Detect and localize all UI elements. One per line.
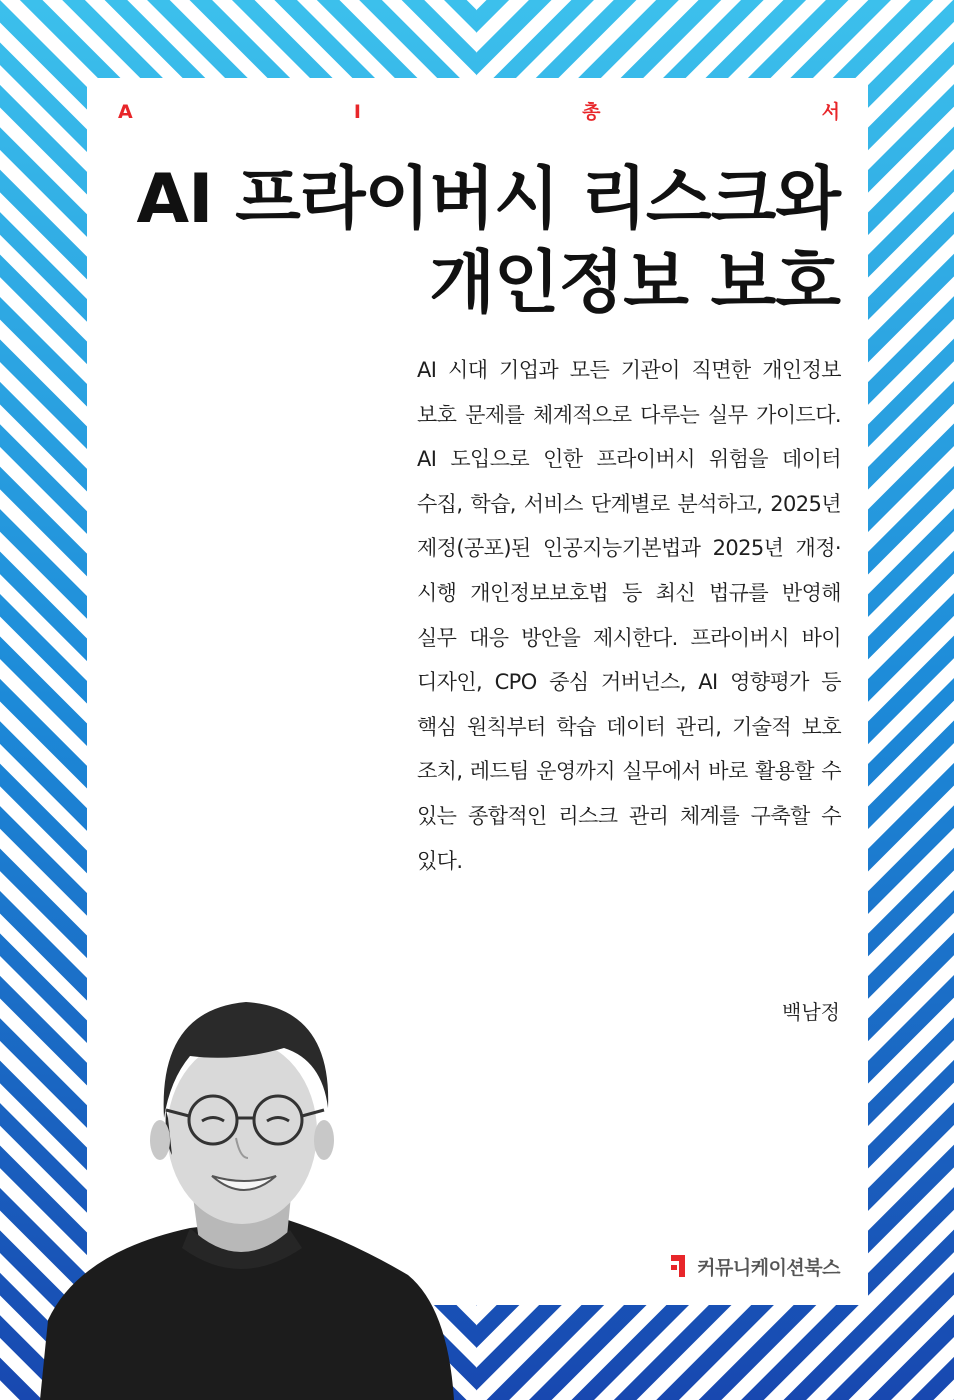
author-name: 백남정 [782, 1000, 840, 1024]
book-title [80, 158, 840, 326]
book-title-line-1: AI 프라이버시 리스크와 [136, 160, 840, 239]
series-char-3: 총 [582, 101, 601, 123]
author-portrait [40, 990, 460, 1400]
publisher-logo [669, 1252, 840, 1280]
series-char-4: 서 [821, 101, 840, 123]
series-char-2: I [353, 101, 361, 123]
publisher-name: 커뮤니케이션북스 [697, 1256, 840, 1279]
book-title-line-2: 개인정보 보호 [429, 244, 840, 323]
red-bracket-logo-icon [669, 1253, 689, 1279]
book-description: AI 시대 기업과 모든 기관이 직면한 개인정보 보호 문제를 체계적으로 다루는 실무 가이드다. AI 도입으로 인한 프라이버시 위험을 데이터 수집, 학습, 서비스 단계별로 분석하고, 2025년 제정(공포)된 인공지능기본법과 2025년 개정·시행 개인정보보호법 등 최신 법규를 반영해 실무 대응 방안을 제시한다. 프라이버시 바이 디자인, CPO 중심 거버넌스, AI 영향평가 등 핵심 원칙부터 학습 데이터 관리, 기술적 보호 조치, 레드팀 운영까지 실무에서 바로 활용할 수 있는 종합적인 리스크 관리 체계를 구축할 수 있다. [417, 358, 841, 873]
series-char-1: A [118, 101, 133, 123]
series-label [118, 100, 840, 124]
